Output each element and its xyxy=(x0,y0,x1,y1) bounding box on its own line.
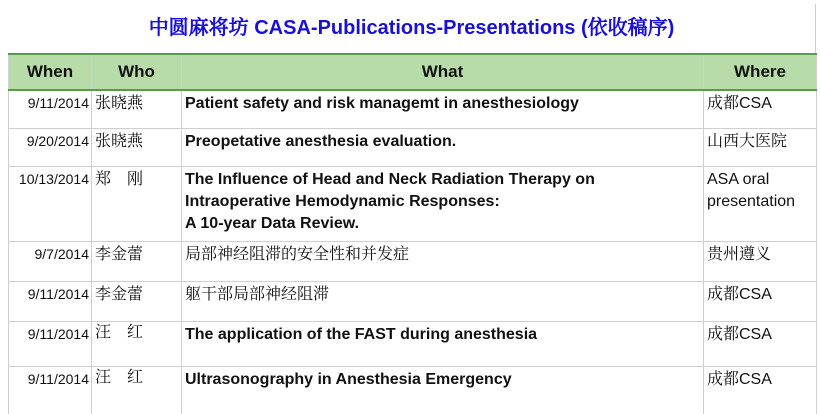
cell-what[interactable]: Preopetative anesthesia evaluation. xyxy=(182,128,704,166)
table-row xyxy=(9,166,817,241)
header-what[interactable]: What xyxy=(182,54,704,90)
cell-when[interactable]: 10/13/2014 xyxy=(9,166,92,241)
cell-where[interactable]: 成都CSA xyxy=(704,281,817,321)
cell-who[interactable]: 郑 刚 xyxy=(92,166,182,241)
cell-who[interactable]: 汪 红 xyxy=(92,366,182,414)
cell-what[interactable]: The Influence of Head and Neck Radiation Therapy on Intraoperative Hemodynamic Responses: A 10-year Data Review. xyxy=(182,166,704,241)
cell-what[interactable]: Ultrasonography in Anesthesia Emergency xyxy=(182,366,704,414)
table-row xyxy=(9,366,817,414)
sheet-title[interactable]: 中圆麻将坊 CASA-Publications-Presentations (依收稿序) xyxy=(8,4,816,53)
cell-where[interactable]: 成都CSA xyxy=(704,366,817,414)
header-row xyxy=(9,54,817,90)
cell-who[interactable]: 李金蕾 xyxy=(92,281,182,321)
cell-when[interactable]: 9/7/2014 xyxy=(9,241,92,281)
cell-what[interactable]: 局部神经阻滞的安全性和并发症 xyxy=(182,241,704,281)
cell-what[interactable]: 躯干部局部神经阻滞 xyxy=(182,281,704,321)
cell-when[interactable]: 9/11/2014 xyxy=(9,366,92,414)
header-when[interactable]: When xyxy=(9,54,92,90)
presentations-table xyxy=(8,53,817,414)
cell-who[interactable]: 李金蕾 xyxy=(92,241,182,281)
cell-where[interactable]: 成都CSA xyxy=(704,90,817,128)
table-row xyxy=(9,241,817,281)
table-row xyxy=(9,90,817,128)
cell-who[interactable]: 汪 红 xyxy=(92,321,182,366)
cell-who[interactable]: 张晓燕 xyxy=(92,128,182,166)
table-row xyxy=(9,128,817,166)
cell-what[interactable]: The application of the FAST during anesthesia xyxy=(182,321,704,366)
header-who[interactable]: Who xyxy=(92,54,182,90)
cell-who[interactable]: 张晓燕 xyxy=(92,90,182,128)
table-row xyxy=(9,321,817,366)
cell-where[interactable]: 成都CSA xyxy=(704,321,817,366)
cell-what[interactable]: Patient safety and risk managemt in anesthesiology xyxy=(182,90,704,128)
cell-when[interactable]: 9/11/2014 xyxy=(9,281,92,321)
cell-when[interactable]: 9/11/2014 xyxy=(9,90,92,128)
cell-where[interactable]: 山西大医院 xyxy=(704,128,817,166)
cell-when[interactable]: 9/11/2014 xyxy=(9,321,92,366)
table-row xyxy=(9,281,817,321)
cell-where[interactable]: ASA oral presentation xyxy=(704,166,817,241)
cell-when[interactable]: 9/20/2014 xyxy=(9,128,92,166)
header-where[interactable]: Where xyxy=(704,54,817,90)
cell-where[interactable]: 贵州遵义 xyxy=(704,241,817,281)
